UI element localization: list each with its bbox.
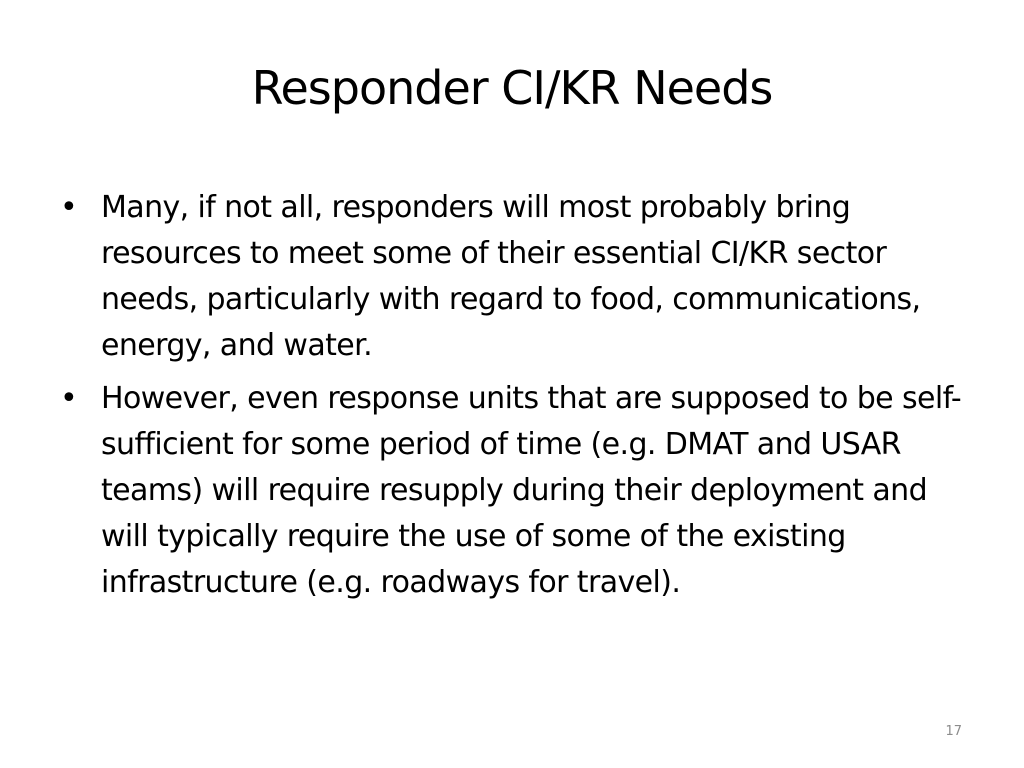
bullet-dot-icon: • [60, 381, 78, 416]
bullet-text: Many, if not all, responders will most probably bring resources to meet some of their essential CI/KR sector needs, particularly with regard to food, communications, energy, and water. [101, 190, 921, 363]
bullet-text: However, even response units that are supposed to be self-sufficient for some period of time (e.g. DMAT and USAR teams) will require resupply during their deployment and will typically require the use of some of the existing infrastructure (e.g. roadways for travel). [101, 381, 962, 600]
bullet-list [60, 185, 970, 613]
bullet-dot-icon: • [60, 190, 78, 225]
bullet-item [60, 185, 970, 369]
slide-title: Responder CI/KR Needs [251, 61, 773, 115]
bullet-item [60, 376, 970, 606]
slide-number: 17 [945, 724, 962, 739]
